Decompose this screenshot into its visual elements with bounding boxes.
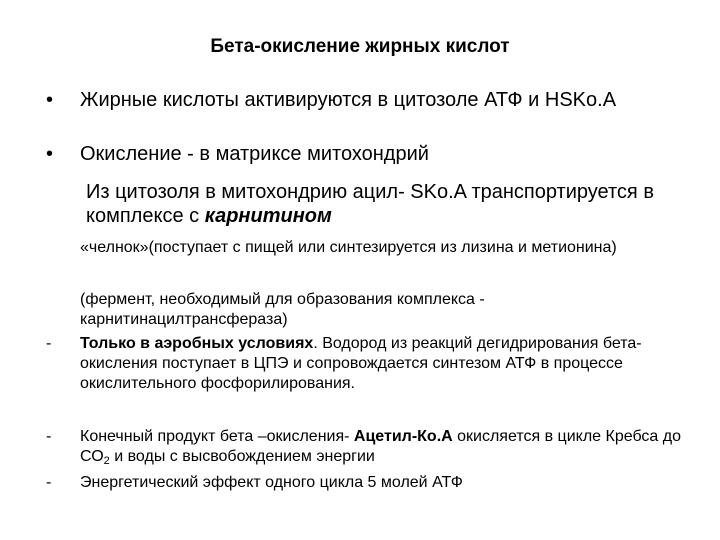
shuttle-text: «челнок»(поступает с пищей или синтезируется из лизина и метионина) <box>80 239 617 256</box>
dash-final-product <box>46 427 686 471</box>
bullet-marker: • <box>46 89 54 111</box>
bullet-marker: • <box>46 143 54 165</box>
transport-text <box>80 180 686 228</box>
dash-aerobic <box>46 334 686 394</box>
enzyme-paragraph <box>46 290 686 330</box>
final-product-c: и воды с высвобождением энергии <box>109 448 375 465</box>
bullet-oxidation <box>46 142 686 166</box>
dash-text <box>80 427 686 471</box>
bullet-text: Жирные кислоты активируются в цитозоле АТФ и HSKo.A <box>80 89 617 111</box>
final-product-a: Конечный продукт бета –окисления- <box>80 428 354 445</box>
transport-paragraph <box>46 180 686 228</box>
enzyme-text: (фермент, необходимый для образования комплекса - карнитинацилтрансфераза) <box>80 291 485 328</box>
aerobic-rest: . Водород из реакций дегидрирования бета-окисления поступает в ЦПЭ и сопровождается синтезом АТФ в процессе окислительного фосфорилирования. <box>80 335 642 392</box>
slide-title: Бета-окисление жирных кислот <box>210 36 510 57</box>
co2-subscript: 2 <box>103 455 110 467</box>
final-product-b: окисляется в цикле Кребса до СО <box>80 428 681 465</box>
carnitine-term: карнитином <box>204 205 332 227</box>
dash-marker: - <box>46 335 52 352</box>
transport-text-plain: Из цитозоля в митохондрию ацил- SKo.A транспортируется в комплексе с <box>86 181 654 227</box>
dash-text: Энергетический эффект одного цикла 5 молей АТФ <box>80 474 463 491</box>
dash-energy-effect <box>46 473 686 493</box>
shuttle-paragraph <box>46 238 686 258</box>
dash-text <box>80 334 686 394</box>
bullet-text: Окисление - в матриксе митохондрий <box>80 143 429 165</box>
bullet-activation <box>46 88 686 112</box>
dash-marker: - <box>46 474 52 491</box>
acetyl-coa-bold: Ацетил-Ко.А <box>353 428 453 445</box>
dash-marker: - <box>46 428 52 445</box>
aerobic-bold: Только в аэробных условиях <box>80 335 314 352</box>
